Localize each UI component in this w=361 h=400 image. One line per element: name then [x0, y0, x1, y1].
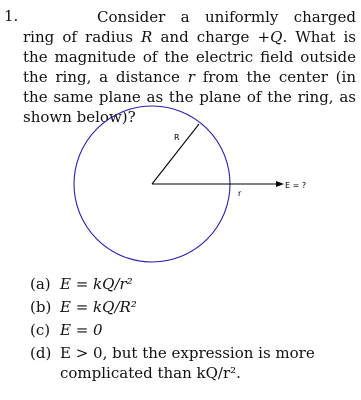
arrow-head	[276, 181, 284, 187]
choice-b[interactable]	[30, 297, 350, 317]
question-number: 1.	[4, 7, 19, 25]
choice-text: E > 0, but the expression is more complicated than kQ/r².	[60, 344, 315, 382]
question-text-part: . What is the magnitude of the electric field outside the ring, a distance	[23, 28, 356, 86]
choice-label: (a)	[30, 275, 51, 293]
distance-label: r	[238, 189, 242, 198]
answer-choices	[30, 274, 350, 386]
radius-symbol: R	[141, 28, 153, 46]
choice-a[interactable]	[30, 274, 350, 294]
choice-c[interactable]	[30, 320, 350, 340]
radius-label: R	[174, 133, 180, 142]
choice-label: (d)	[30, 344, 52, 362]
question-text-part: and charge +	[152, 28, 271, 46]
choice-text: E = 0	[60, 321, 103, 339]
question-text-part: from the center (in the same plane as the plane of the ring, as shown below)?	[23, 68, 356, 126]
field-label: E = ?	[285, 181, 307, 190]
choice-d[interactable]	[30, 343, 350, 383]
charge-symbol: Q	[270, 28, 283, 46]
distance-symbol: r	[187, 68, 195, 86]
choice-text: E = kQ/R²	[60, 298, 137, 316]
choice-label: (b)	[30, 298, 52, 316]
question-text-part: Consider a uniformly charged ring of radius	[23, 8, 356, 46]
choice-label: (c)	[30, 321, 51, 339]
choice-text: E = kQ/r²	[60, 275, 133, 293]
